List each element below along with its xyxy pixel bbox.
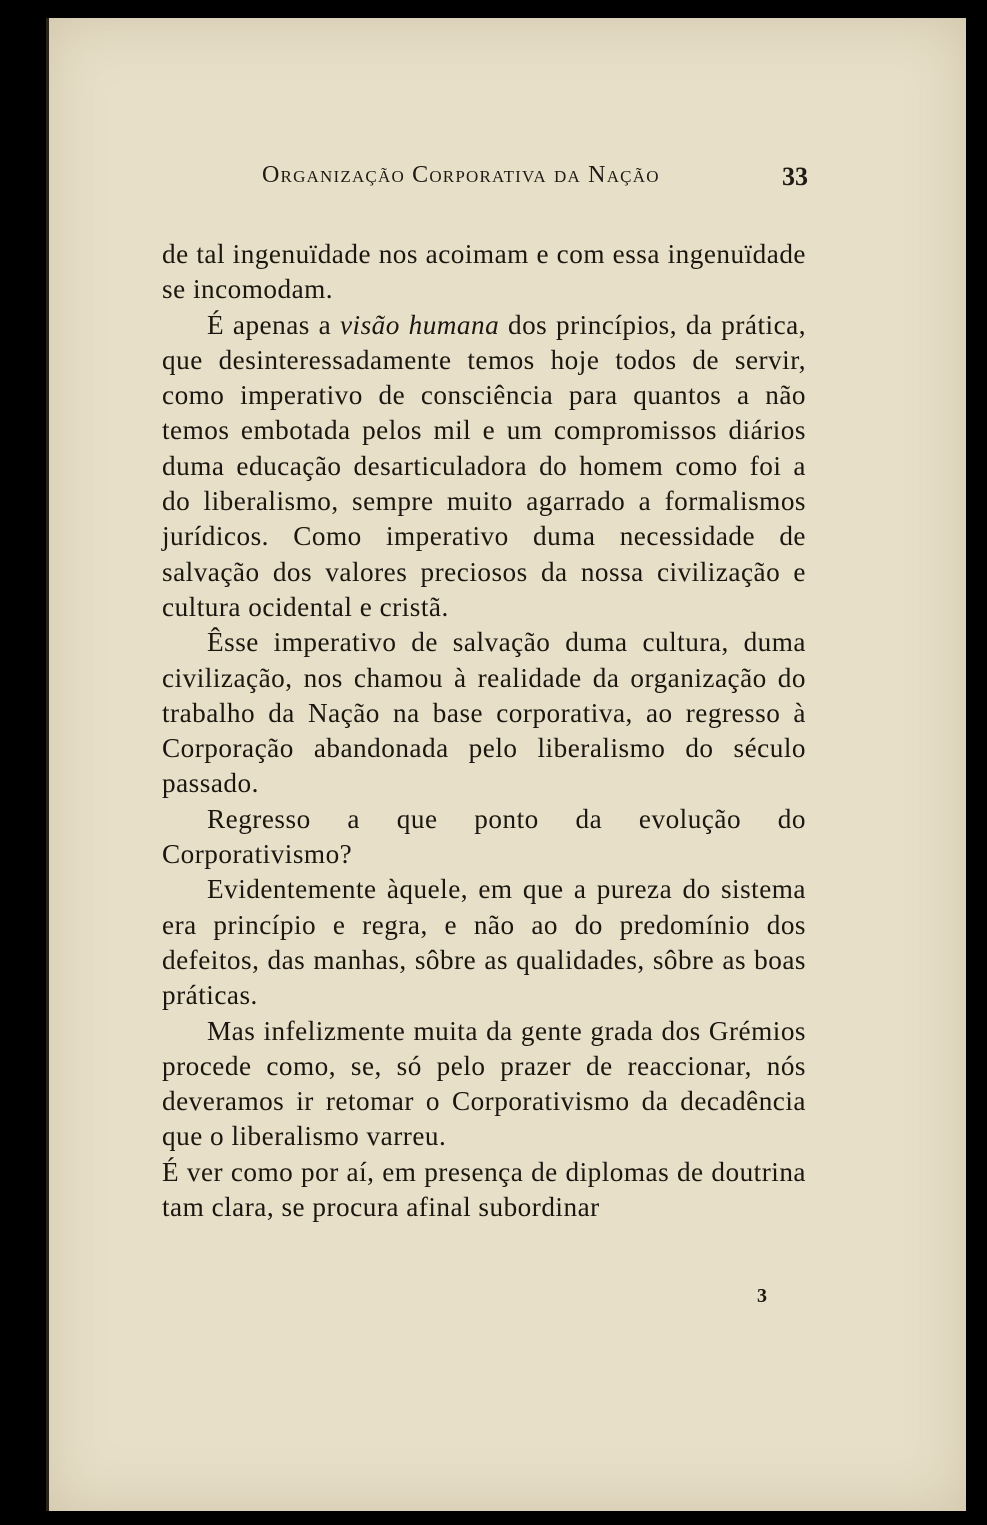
running-head (262, 162, 808, 196)
paragraph-2-rest: dos princípios, da prática, que desinteressadamente temos hoje todos de servir, como imperativo de consciência para quantos a não temos embotada pelos mil e um compromissos diários duma educação desarticuladora do homem como foi a do liberalismo, sempre muito agarrado a formalismos jurídicos. Como imperativo duma necessidade de salvação dos valores preciosos da nossa civilização e cultura ocidental e cristã. (162, 309, 806, 622)
paragraph-4: Regresso a que ponto da evolução do Corporativismo? (162, 803, 806, 870)
paragraph-1: de tal ingenuïdade nos acoimam e com essa ingenuïdade se incomodam. (162, 239, 806, 305)
spine-edge (46, 18, 49, 1511)
running-title: Organização Corporativa da Nação (262, 162, 660, 188)
paragraph-7: É ver como por aí, em presença de diplomas de doutrina tam clara, se procura afinal subordinar (162, 1156, 806, 1223)
paragraph-5: Evidentemente àquele, em que a pureza do sistema era princípio e regra, e não ao do predomínio dos defeitos, das manhas, sôbre as qualidades, sôbre as boas práticas. (162, 874, 806, 1011)
paragraph-3: Êsse imperativo de salvação duma cultura, duma civilização, nos chamou à realidade da organização do trabalho da Nação na base corporativa, ao regresso à Corporação abandonada pelo liberalismo do século passado. (162, 627, 806, 799)
signature-mark: 3 (757, 1285, 767, 1307)
body-text (162, 237, 806, 1225)
page-number: 33 (782, 162, 808, 191)
paragraph-2 (162, 308, 806, 626)
paragraph-6: Mas infelizmente muita da gente grada dos Grémios procede como, se, só pelo prazer de reaccionar, nós deveramos ir retomar o Corporativismo da decadência que o liberalismo varreu. (162, 1015, 806, 1152)
emphasis-visao-humana: visão humana (339, 309, 500, 340)
paragraph-2-lead: É apenas a (207, 309, 340, 340)
